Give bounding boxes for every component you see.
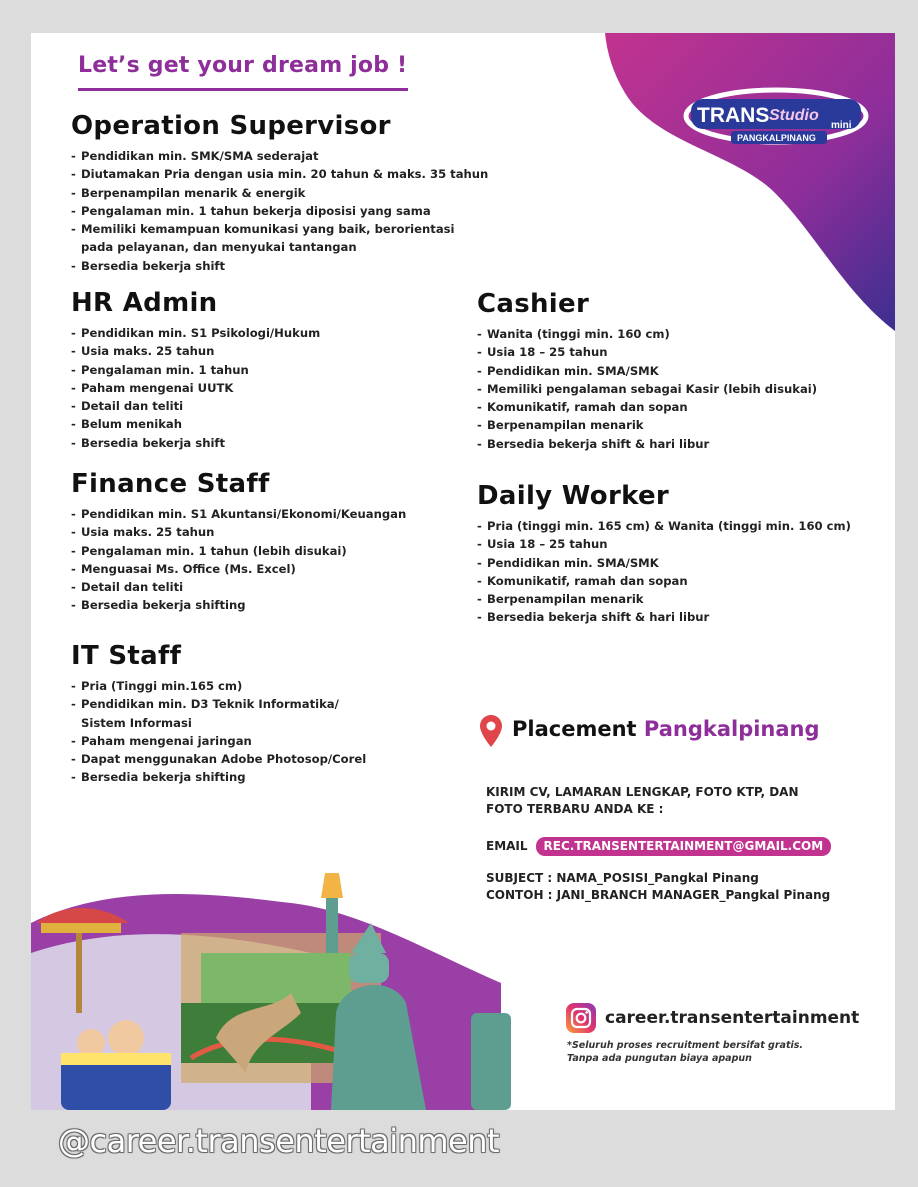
list-item: - Dapat menggunakan Adobe Photosop/Corel	[71, 750, 366, 768]
example-line: CONTOH : JANI_BRANCH MANAGER_Pangkal Pinang	[486, 888, 831, 902]
list-item: - Usia maks. 25 tahun	[71, 523, 406, 541]
list-item: - Pendidikan min. SMK/SMA sederajat	[71, 147, 488, 165]
apply-line-1: KIRIM CV, LAMARAN LENGKAP, FOTO KTP, DAN	[486, 785, 799, 799]
job-requirements	[71, 147, 488, 275]
list-item: - Usia 18 – 25 tahun	[477, 343, 817, 361]
list-item: - Belum menikah	[71, 415, 320, 433]
job-title: HR Admin	[71, 288, 218, 318]
list-item: - Pengalaman min. 1 tahun (lebih disukai)	[71, 542, 406, 560]
job-operation-supervisor	[71, 111, 488, 275]
logo-word-mini: mini	[831, 120, 852, 131]
headline: Let’s get your dream job !	[78, 53, 408, 78]
list-item: - Paham mengenai jaringan	[71, 732, 366, 750]
theme-park-illustration	[31, 863, 531, 1110]
list-item: - Pendidikan min. SMA/SMK	[477, 554, 851, 572]
list-item: - Bersedia bekerja shifting	[71, 768, 366, 786]
list-item: - Bersedia bekerja shift	[71, 434, 320, 452]
list-item: - Memiliki kemampuan komunikasi yang baik, berorientasi	[71, 220, 488, 238]
list-item: - Pendidikan min. S1 Akuntansi/Ekonomi/Keuangan	[71, 505, 406, 523]
job-requirements	[71, 324, 320, 452]
list-item: - Detail dan teliti	[71, 578, 406, 596]
job-title: Operation Supervisor	[71, 111, 391, 141]
list-item: - Bersedia bekerja shifting	[71, 596, 406, 614]
job-title: Finance Staff	[71, 469, 270, 499]
apply-instructions	[486, 784, 799, 818]
list-item: - Wanita (tinggi min. 160 cm)	[477, 325, 817, 343]
job-requirements	[477, 517, 851, 627]
disclaimer	[567, 1039, 803, 1065]
job-requirements	[71, 677, 366, 787]
email-address[interactable]: REC.TRANSENTERTAINMENT@GMAIL.COM	[536, 837, 832, 856]
job-title: Daily Worker	[477, 481, 670, 511]
job-hr-admin	[71, 288, 320, 452]
list-item: - Pengalaman min. 1 tahun bekerja diposisi yang sama	[71, 202, 488, 220]
job-title: Cashier	[477, 289, 590, 319]
list-item: - Komunikatif, ramah dan sopan	[477, 572, 851, 590]
list-item: - Detail dan teliti	[71, 397, 320, 415]
logo-word-trans: TRANS	[697, 104, 770, 127]
watermark: @career.transentertainment	[58, 1122, 500, 1160]
list-item: - Usia 18 – 25 tahun	[477, 535, 851, 553]
list-item: - Bersedia bekerja shift	[71, 257, 488, 275]
job-requirements	[477, 325, 817, 453]
location-pin-icon	[480, 715, 502, 747]
placement-city: Pangkalpinang	[643, 717, 820, 741]
instagram-icon	[566, 1003, 596, 1033]
transstudio-logo	[683, 85, 869, 147]
disclaimer-line-1: *Seluruh proses recruitment bersifat gratis.	[567, 1040, 804, 1051]
list-item: - Bersedia bekerja shift & hari libur	[477, 435, 817, 453]
job-requirements	[71, 505, 406, 615]
subject-format	[486, 870, 830, 904]
list-item: - Pendidikan min. S1 Psikologi/Hukum	[71, 324, 320, 342]
list-item: - Pria (tinggi min. 165 cm) & Wanita (tinggi min. 160 cm)	[477, 517, 851, 535]
job-daily-worker	[477, 481, 851, 627]
list-item: - Pendidikan min. SMA/SMK	[477, 362, 817, 380]
list-item: - Berpenampilan menarik	[477, 590, 851, 608]
list-item: - Usia maks. 25 tahun	[71, 342, 320, 360]
job-poster	[31, 33, 895, 1110]
list-item-continued: pada pelayanan, dan menyukai tantangan	[81, 240, 357, 255]
instagram-handle: career.transentertainment	[605, 1008, 860, 1028]
placement	[512, 717, 820, 741]
logo-location: PANGKALPINANG	[737, 133, 816, 143]
list-item: - Pendidikan min. D3 Teknik Informatika/	[71, 695, 366, 713]
job-finance-staff	[71, 469, 406, 615]
corner-decoration	[595, 33, 895, 333]
email-label: EMAIL	[486, 839, 528, 853]
subject-line: SUBJECT : NAMA_POSISI_Pangkal Pinang	[486, 871, 759, 885]
disclaimer-line-2: Tanpa ada pungutan biaya apapun	[567, 1053, 752, 1064]
list-item: - Memiliki pengalaman sebagai Kasir (lebih disukai)	[477, 380, 817, 398]
placement-label: Placement	[512, 717, 637, 741]
job-cashier	[477, 289, 817, 453]
list-item: - Menguasai Ms. Office (Ms. Excel)	[71, 560, 406, 578]
logo-word-studio: Studio	[769, 107, 819, 124]
list-item: - Diutamakan Pria dengan usia min. 20 tahun & maks. 35 tahun	[71, 165, 488, 183]
job-it-staff	[71, 641, 366, 787]
list-item: - Berpenampilan menarik	[477, 416, 817, 434]
list-item: - Berpenampilan menarik & energik	[71, 184, 488, 202]
list-item: - Komunikatif, ramah dan sopan	[477, 398, 817, 416]
instagram-link[interactable]	[566, 1003, 859, 1033]
job-title: IT Staff	[71, 641, 182, 671]
email-row	[486, 837, 831, 856]
headline-underline	[78, 88, 408, 91]
list-item: - Paham mengenai UUTK	[71, 379, 320, 397]
list-item: - Bersedia bekerja shift & hari libur	[477, 608, 851, 626]
list-item-continued: Sistem Informasi	[81, 715, 192, 730]
list-item: - Pengalaman min. 1 tahun	[71, 361, 320, 379]
list-item: - Pria (Tinggi min.165 cm)	[71, 677, 366, 695]
apply-line-2: FOTO TERBARU ANDA KE :	[486, 802, 664, 816]
